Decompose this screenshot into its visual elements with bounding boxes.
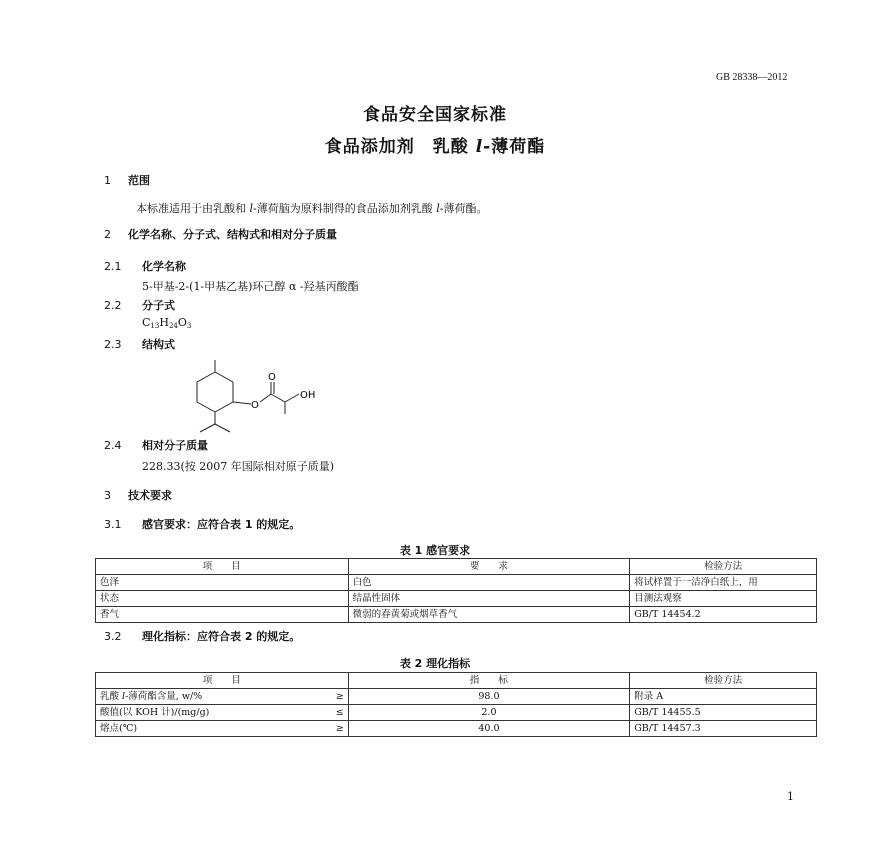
section-title: 理化指标：应符合表 2 的规定。 [142, 630, 301, 643]
body-italic: l [249, 202, 254, 215]
table-header-row [96, 559, 817, 575]
item-cell: 香气 [96, 607, 349, 623]
document-subtitle [0, 132, 870, 157]
ester-oxygen-label: O [251, 400, 259, 411]
header-cell: 项 目 [96, 673, 349, 689]
subtitle-prefix: 食品添加剂 乳酸 [324, 137, 476, 157]
section-title: 分子式 [142, 299, 175, 312]
document-title: 食品安全国家标准 [363, 105, 507, 125]
table-row [96, 591, 817, 607]
item-text: 熔点(℃) [100, 722, 138, 734]
section-number: 2 [104, 228, 111, 241]
section-3-2-heading [104, 628, 300, 644]
section-1-heading [104, 172, 150, 188]
item-cell [96, 721, 349, 737]
value-cell: 40.0 [348, 721, 630, 737]
section-3-1-heading [104, 516, 300, 532]
standard-number: GB 28338—2012 [716, 72, 788, 83]
structural-formula [185, 356, 335, 436]
table-row [96, 705, 817, 721]
header-cell: 要 求 [348, 559, 630, 575]
header-cell: 项 目 [96, 559, 349, 575]
header-cell: 检验方法 [630, 673, 817, 689]
section-number: 3.2 [104, 630, 122, 643]
body-part: -薄荷酯。 [439, 202, 488, 215]
section-2-4-heading [104, 437, 208, 453]
section-number: 2.3 [104, 338, 122, 351]
section-number: 2.2 [104, 299, 122, 312]
section-number: 3 [104, 489, 111, 502]
section-2-1-heading [104, 258, 186, 274]
method-cell: 目测法观察 [630, 591, 817, 607]
operator: ≤ [335, 706, 344, 718]
method-cell: GB/T 14457.3 [630, 721, 817, 737]
body-part: 本标准适用于由乳酸和 [136, 202, 250, 215]
method-cell: 附录 A [630, 689, 817, 705]
section-title: 化学名称 [142, 260, 186, 273]
molecular-formula [142, 316, 191, 330]
method-cell: GB/T 14455.5 [630, 705, 817, 721]
formula-element: H [159, 316, 169, 329]
section-number: 2.1 [104, 260, 122, 273]
hydroxyl-label: OH [300, 390, 316, 401]
section-1-body [136, 200, 488, 216]
body-part: -薄荷脑为原料制得的食品添加剂乳酸 [253, 202, 437, 215]
section-3-heading [104, 487, 172, 503]
section-number: 3.1 [104, 518, 122, 531]
item-cell: 色泽 [96, 575, 349, 591]
item-cell: 状态 [96, 591, 349, 607]
section-title: 化学名称、分子式、结构式和相对分子质量 [128, 228, 337, 241]
requirement-cell: 白色 [348, 575, 630, 591]
section-title: 结构式 [142, 338, 175, 351]
formula-element: C [142, 316, 151, 329]
subtitle-italic: l [475, 137, 484, 157]
item-italic: l [122, 690, 126, 702]
chemical-name: 5-甲基-2-(1-甲基乙基)环己醇 α -羟基丙酸酯 [142, 280, 359, 293]
table-row [96, 721, 817, 737]
section-title: 相对分子质量 [142, 439, 208, 452]
section-title: 感官要求：应符合表 1 的规定。 [142, 518, 301, 531]
section-title: 范围 [128, 174, 150, 187]
section-number: 1 [104, 174, 111, 187]
table-row [96, 689, 817, 705]
item-cell [96, 705, 349, 721]
table-row [96, 607, 817, 623]
value-cell: 2.0 [348, 705, 630, 721]
method-cell: GB/T 14454.2 [630, 607, 817, 623]
table-2-caption: 表 2 理化指标 [399, 657, 471, 670]
item-text: 酸值(以 KOH 计)/(mg/g) [100, 706, 210, 718]
section-2-2-heading [104, 297, 175, 313]
table-row [96, 575, 817, 591]
formula-subscript: 13 [150, 322, 160, 330]
section-number: 2.4 [104, 439, 122, 452]
table-2 [95, 672, 817, 737]
value-cell: 98.0 [348, 689, 630, 705]
operator: ≥ [335, 722, 344, 734]
section-2-heading [104, 226, 337, 242]
item-cell [96, 689, 349, 705]
section-2-3-heading [104, 336, 175, 352]
table-1-caption: 表 1 感官要求 [399, 544, 471, 557]
subtitle-suffix: -薄荷酯 [483, 137, 546, 157]
section-title: 技术要求 [128, 489, 172, 502]
header-cell: 检验方法 [630, 559, 817, 575]
requirement-cell: 微弱的春黄菊或烟草香气 [348, 607, 630, 623]
method-cell: 将试样置于一洁净白纸上，用 [630, 575, 817, 591]
carbonyl-oxygen-label: O [268, 372, 276, 383]
body-italic: l [436, 202, 440, 215]
item-text: -薄荷酯含量, w/% [125, 690, 203, 702]
page-number: 1 [787, 790, 794, 803]
formula-subscript: 3 [186, 322, 192, 330]
formula-element: O [177, 316, 187, 329]
formula-subscript: 24 [168, 322, 178, 330]
header-cell: 指 标 [348, 673, 630, 689]
molecular-mass: 228.33(按 2007 年国际相对原子质量) [142, 460, 335, 473]
requirement-cell: 结晶性固体 [348, 591, 630, 607]
table-header-row [96, 673, 817, 689]
operator: ≥ [335, 690, 344, 702]
table-1 [95, 558, 817, 623]
item-text: 乳酸 [100, 690, 123, 702]
